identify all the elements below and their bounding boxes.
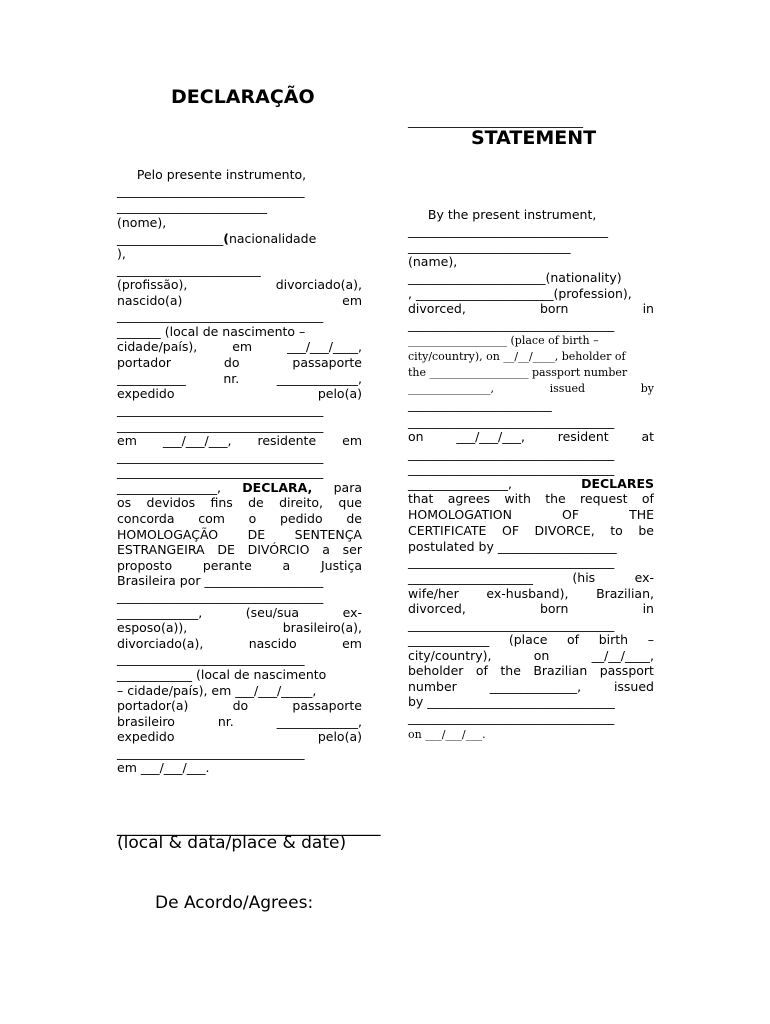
en-text-segment: _________________________________ bbox=[408, 710, 615, 725]
agree-label: De Acordo/Agrees: bbox=[155, 893, 314, 913]
pt-text-segment: ___/___/____, bbox=[287, 339, 362, 354]
en-text-segment: on bbox=[408, 429, 424, 444]
pt-text-segment: _______ (local de nascimento – bbox=[117, 324, 306, 339]
en-text-segment: request bbox=[580, 491, 628, 506]
pt-text-segment: ( bbox=[223, 231, 229, 246]
en-text-segment: _________________________________ bbox=[408, 446, 615, 461]
pt-text-segment: brasileiro(a), bbox=[282, 620, 362, 635]
pt-text-line bbox=[117, 480, 362, 496]
pt-text-segment: DECLARA, bbox=[242, 480, 313, 495]
declaration-title: DECLARAÇÃO bbox=[171, 86, 315, 108]
en-text-segment: divorced, bbox=[408, 301, 466, 316]
pt-text-segment: divorciado(a), bbox=[275, 277, 362, 292]
pt-text-line bbox=[117, 433, 362, 449]
en-text-segment: born bbox=[539, 601, 569, 616]
pt-text-segment: portador(a) bbox=[117, 698, 189, 713]
en-text-segment: _________________________________ bbox=[408, 317, 615, 332]
en-text-segment: (name), bbox=[408, 254, 458, 269]
pt-text-line bbox=[117, 293, 362, 309]
en-text-line bbox=[408, 365, 654, 381]
pt-text-segment: passaporte bbox=[292, 698, 362, 713]
en-text-segment: passport bbox=[599, 663, 654, 678]
en-text-line bbox=[408, 632, 654, 648]
pt-text-segment: _________________________________ bbox=[117, 418, 324, 433]
en-text-segment: ____________________ bbox=[408, 570, 533, 585]
pt-text-segment: cidade/país), bbox=[117, 339, 198, 354]
en-text-segment: _______________, bbox=[408, 382, 494, 395]
en-text-line bbox=[408, 446, 654, 462]
pt-text-line bbox=[117, 277, 362, 293]
pt-text-line bbox=[117, 714, 362, 730]
en-text-segment: the bbox=[500, 663, 521, 678]
en-text-line bbox=[408, 554, 654, 570]
pt-text-segment: _____________, bbox=[276, 371, 362, 386]
pt-text-line bbox=[117, 651, 362, 667]
pt-text-segment: passaporte bbox=[292, 355, 362, 370]
pt-text-line bbox=[117, 527, 362, 543]
en-text-segment: __________________________ bbox=[408, 239, 571, 254]
en-text-line bbox=[408, 414, 654, 430]
en-text-segment: __________________ (place of birth – bbox=[408, 334, 599, 347]
pt-text-segment: _________________ bbox=[117, 231, 224, 246]
en-text-segment: THE bbox=[629, 507, 654, 522]
pt-text-line bbox=[117, 355, 362, 371]
pt-text-segment: os bbox=[117, 495, 132, 510]
en-text-segment: , ______________________(profession), bbox=[408, 286, 632, 301]
pt-text-segment: DE bbox=[217, 542, 235, 557]
en-text-segment: _____________ bbox=[408, 632, 490, 647]
pt-text-segment: nacionalidade bbox=[228, 231, 317, 246]
pt-text-segment: proposto bbox=[117, 558, 173, 573]
en-text-segment: that bbox=[408, 491, 434, 506]
en-text-segment: Brazilian, bbox=[596, 586, 654, 601]
pt-text-segment: ______________________________ bbox=[117, 651, 305, 666]
pt-text-segment: brasileiro bbox=[117, 714, 175, 729]
en-text-line bbox=[408, 727, 654, 743]
en-text-line bbox=[408, 648, 654, 664]
pt-text-segment: ______________________________ bbox=[117, 183, 305, 198]
en-text-line bbox=[408, 270, 654, 286]
pt-text-line bbox=[117, 215, 362, 231]
en-text-segment: __/__/____, bbox=[591, 648, 654, 663]
en-text-segment: HOMOLOGATION bbox=[408, 507, 512, 522]
pt-text-segment: com bbox=[198, 511, 225, 526]
pt-text-segment: do bbox=[223, 355, 240, 370]
pt-text-line bbox=[117, 183, 362, 199]
pt-text-segment: _________________________________ bbox=[117, 464, 324, 479]
en-text-line bbox=[408, 710, 654, 726]
en-text-segment: be bbox=[638, 523, 654, 538]
pt-text-segment: ser bbox=[342, 542, 362, 557]
en-text-segment: of bbox=[641, 491, 654, 506]
pt-text-segment: em bbox=[232, 339, 253, 354]
pt-text-segment: ), bbox=[117, 246, 126, 261]
en-text-segment: born bbox=[539, 301, 569, 316]
en-text-segment: By the present instrument, bbox=[408, 207, 597, 222]
pt-text-line bbox=[117, 167, 362, 183]
pt-text-segment: (profissão), bbox=[117, 277, 188, 292]
en-text-segment: resident bbox=[557, 429, 609, 444]
en-text-line bbox=[408, 429, 654, 445]
en-text-segment: on ___/___/___. bbox=[408, 728, 486, 741]
en-text-segment: at bbox=[641, 429, 654, 444]
pt-text-segment: DE bbox=[247, 527, 266, 542]
en-text-line bbox=[408, 491, 654, 507]
pt-text-segment: _________________________________ bbox=[117, 449, 324, 464]
pt-text-line bbox=[117, 729, 362, 745]
en-text-segment: divorced, bbox=[408, 601, 466, 616]
pt-text-segment: (seu/sua bbox=[245, 605, 300, 620]
pt-text-segment: em bbox=[342, 293, 362, 308]
pt-text-segment: nascido bbox=[248, 636, 297, 651]
pt-text-line bbox=[117, 371, 362, 387]
pt-text-segment: nr. bbox=[223, 371, 240, 386]
en-text-segment: Brazilian bbox=[533, 663, 588, 678]
pt-text-segment: portador bbox=[117, 355, 172, 370]
pt-text-segment: (nome), bbox=[117, 215, 167, 230]
pt-text-line bbox=[117, 745, 362, 761]
en-text-line bbox=[408, 586, 654, 602]
en-text-line bbox=[408, 349, 654, 365]
en-text-segment: to bbox=[610, 523, 623, 538]
en-text-segment: _________________________________ bbox=[408, 461, 615, 476]
pt-text-segment: _________________________________ bbox=[117, 589, 324, 604]
pt-text-segment: devidos bbox=[146, 495, 196, 510]
pt-text-line bbox=[117, 760, 362, 776]
pt-text-segment: em bbox=[117, 433, 137, 448]
pt-text-segment: ex- bbox=[342, 605, 362, 620]
pt-text-segment: , bbox=[302, 167, 307, 182]
en-text-segment: ___/___/___, bbox=[456, 429, 525, 444]
en-text-segment: agrees bbox=[447, 491, 491, 506]
pt-text-line bbox=[117, 199, 362, 215]
en-text-segment: ex-husband), bbox=[486, 586, 569, 601]
pt-text-segment: ___/___/___, bbox=[162, 433, 232, 448]
place-date-signature-line: _______________________________ bbox=[117, 817, 381, 837]
place-date-label: (local & data/place & date) bbox=[117, 833, 347, 853]
pt-text-line bbox=[117, 542, 362, 558]
en-text-line bbox=[408, 679, 654, 695]
pt-text-line bbox=[117, 605, 362, 621]
pt-text-line bbox=[117, 464, 362, 480]
pt-text-line bbox=[117, 667, 362, 683]
en-text-segment: (place bbox=[508, 632, 548, 647]
pt-text-line bbox=[117, 683, 362, 699]
en-text-segment: postulated by ___________________ bbox=[408, 539, 617, 554]
pt-text-segment: a bbox=[282, 558, 291, 573]
pt-text-segment: ESTRANGEIRA bbox=[117, 542, 205, 557]
pt-text-segment: _______________________ bbox=[117, 262, 261, 277]
en-text-segment: DIVORCE, bbox=[534, 523, 595, 538]
pt-text-line bbox=[117, 339, 362, 355]
pt-text-segment: esposo(a)), bbox=[117, 620, 188, 635]
pt-text-line bbox=[117, 573, 362, 589]
pt-text-line bbox=[117, 231, 362, 247]
en-text-segment: by ______________________________ bbox=[408, 694, 615, 709]
en-text-line bbox=[408, 539, 654, 555]
pt-text-segment: fins bbox=[210, 495, 233, 510]
pt-text-segment: o bbox=[248, 511, 257, 526]
en-text-segment: _________________________________ bbox=[408, 414, 615, 429]
pt-text-segment: expedido bbox=[117, 729, 175, 744]
en-text-line bbox=[408, 397, 654, 413]
pt-text-segment: do bbox=[232, 698, 249, 713]
pt-text-segment: ____________ (local de nascimento bbox=[117, 667, 327, 682]
en-text-line bbox=[408, 570, 654, 586]
en-text-line bbox=[408, 301, 654, 317]
en-text-line bbox=[408, 476, 654, 492]
pt-text-segment: residente bbox=[257, 433, 317, 448]
en-text-segment: ex- bbox=[634, 570, 654, 585]
pt-text-segment: para bbox=[333, 480, 362, 495]
pt-text-segment: que bbox=[338, 495, 362, 510]
en-text-line bbox=[408, 286, 654, 302]
en-text-segment: the __________________ passport number bbox=[408, 366, 628, 379]
en-text-segment: number bbox=[408, 679, 457, 694]
en-text-segment: ______________________(nationality) bbox=[408, 270, 622, 285]
en-text-segment: – bbox=[647, 632, 654, 647]
pt-text-line bbox=[117, 511, 362, 527]
en-text-segment: city/country), bbox=[408, 648, 492, 663]
pt-text-segment: _________________________________ bbox=[117, 308, 324, 323]
en-text-segment: in bbox=[642, 601, 654, 616]
en-text-segment: _______________________ bbox=[408, 397, 552, 412]
pt-text-line bbox=[117, 589, 362, 605]
pt-text-segment: em bbox=[342, 636, 362, 651]
pt-text-segment: pedido bbox=[280, 511, 323, 526]
en-text-line bbox=[408, 507, 654, 523]
en-text-segment: of bbox=[567, 632, 580, 647]
pt-text-segment: em ___/___/___. bbox=[117, 760, 210, 775]
en-text-line bbox=[408, 617, 654, 633]
en-text-segment: in bbox=[642, 301, 654, 316]
pt-text-segment: perante bbox=[202, 558, 252, 573]
en-text-line bbox=[408, 694, 654, 710]
en-text-segment: OF bbox=[501, 523, 520, 538]
en-text-segment: birth bbox=[598, 632, 629, 647]
pt-text-segment: pelo(a) bbox=[317, 386, 362, 401]
en-text-line bbox=[408, 523, 654, 539]
pt-text-segment: DIVÓRCIO bbox=[247, 542, 310, 557]
en-text-segment: _________________________________ bbox=[408, 554, 615, 569]
en-text-line bbox=[408, 333, 654, 349]
en-text-segment: of bbox=[475, 663, 488, 678]
pt-text-line bbox=[117, 418, 362, 434]
pt-text-segment: ________________________ bbox=[117, 199, 267, 214]
pt-text-segment: ______________________________ bbox=[117, 745, 305, 760]
pt-text-segment: HOMOLOGAÇÃO bbox=[117, 527, 219, 542]
en-text-segment: CERTIFICATE bbox=[408, 523, 487, 538]
en-text-segment: ______________, bbox=[489, 679, 582, 694]
en-text-line bbox=[408, 317, 654, 333]
en-text-segment: issued bbox=[613, 679, 654, 694]
en-text-segment: the bbox=[545, 491, 566, 506]
pt-text-segment: nr. bbox=[217, 714, 234, 729]
pt-text-segment: _____________, bbox=[276, 714, 362, 729]
en-text-line bbox=[408, 254, 654, 270]
pt-text-segment: pelo(a) bbox=[317, 729, 362, 744]
pt-text-line bbox=[117, 308, 362, 324]
pt-text-segment: concorda bbox=[117, 511, 175, 526]
pt-text-line bbox=[117, 246, 362, 262]
pt-text-line bbox=[117, 558, 362, 574]
statement-title-line: ____________________________ bbox=[408, 113, 583, 128]
en-text-segment: _________________________________ bbox=[408, 617, 615, 632]
pt-text-line bbox=[117, 386, 362, 402]
en-text-line bbox=[408, 239, 654, 255]
en-text-line bbox=[408, 223, 654, 239]
en-text-segment: by bbox=[640, 382, 654, 395]
pt-text-segment: em bbox=[342, 433, 362, 448]
pt-text-line bbox=[117, 402, 362, 418]
en-text-line bbox=[408, 461, 654, 477]
en-text-segment: ________________________________ bbox=[408, 223, 608, 238]
en-text-segment: on bbox=[533, 648, 550, 663]
pt-text-line bbox=[117, 262, 362, 278]
pt-text-segment: de bbox=[248, 495, 264, 510]
pt-text-segment: Pelo presente instrumento bbox=[117, 167, 303, 182]
pt-text-segment: expedido bbox=[117, 386, 175, 401]
en-text-segment: OF bbox=[562, 507, 580, 522]
pt-text-segment: SENTENÇA bbox=[294, 527, 362, 542]
pt-text-line bbox=[117, 495, 362, 511]
en-text-segment: ________________, bbox=[408, 476, 512, 491]
en-text-line bbox=[408, 663, 654, 679]
pt-text-segment: de bbox=[346, 511, 362, 526]
en-text-segment: issued bbox=[549, 382, 586, 395]
en-text-segment: with bbox=[504, 491, 531, 506]
pt-text-segment: – cidade/país), em ___/___/_____, bbox=[117, 683, 317, 698]
en-text-line bbox=[408, 381, 654, 397]
en-text-segment: beholder bbox=[408, 663, 464, 678]
pt-text-line bbox=[117, 636, 362, 652]
pt-text-line bbox=[117, 449, 362, 465]
pt-text-segment: a bbox=[322, 542, 330, 557]
en-text-segment: DECLARES bbox=[581, 476, 654, 491]
en-text-segment: wife/her bbox=[408, 586, 459, 601]
pt-text-line bbox=[117, 620, 362, 636]
pt-text-segment: _________________________________ bbox=[117, 402, 324, 417]
en-text-segment: city/country), on __/__/____, beholder of bbox=[408, 350, 626, 363]
statement-title: STATEMENT bbox=[471, 127, 597, 149]
en-text-segment: (his bbox=[572, 570, 596, 585]
pt-text-line bbox=[117, 324, 362, 340]
pt-text-segment: divorciado(a), bbox=[117, 636, 204, 651]
pt-text-segment: Brasileira por ___________________ bbox=[117, 573, 324, 588]
en-text-line bbox=[408, 207, 654, 223]
pt-text-line bbox=[117, 698, 362, 714]
pt-text-segment: Justiça bbox=[320, 558, 362, 573]
pt-text-segment: ___________ bbox=[117, 371, 186, 386]
pt-text-segment: direito, bbox=[279, 495, 324, 510]
pt-text-segment: ________________, bbox=[117, 480, 221, 495]
pt-text-segment: nascido(a) bbox=[117, 293, 183, 308]
en-text-line bbox=[408, 601, 654, 617]
pt-text-segment: _____________, bbox=[117, 605, 203, 620]
